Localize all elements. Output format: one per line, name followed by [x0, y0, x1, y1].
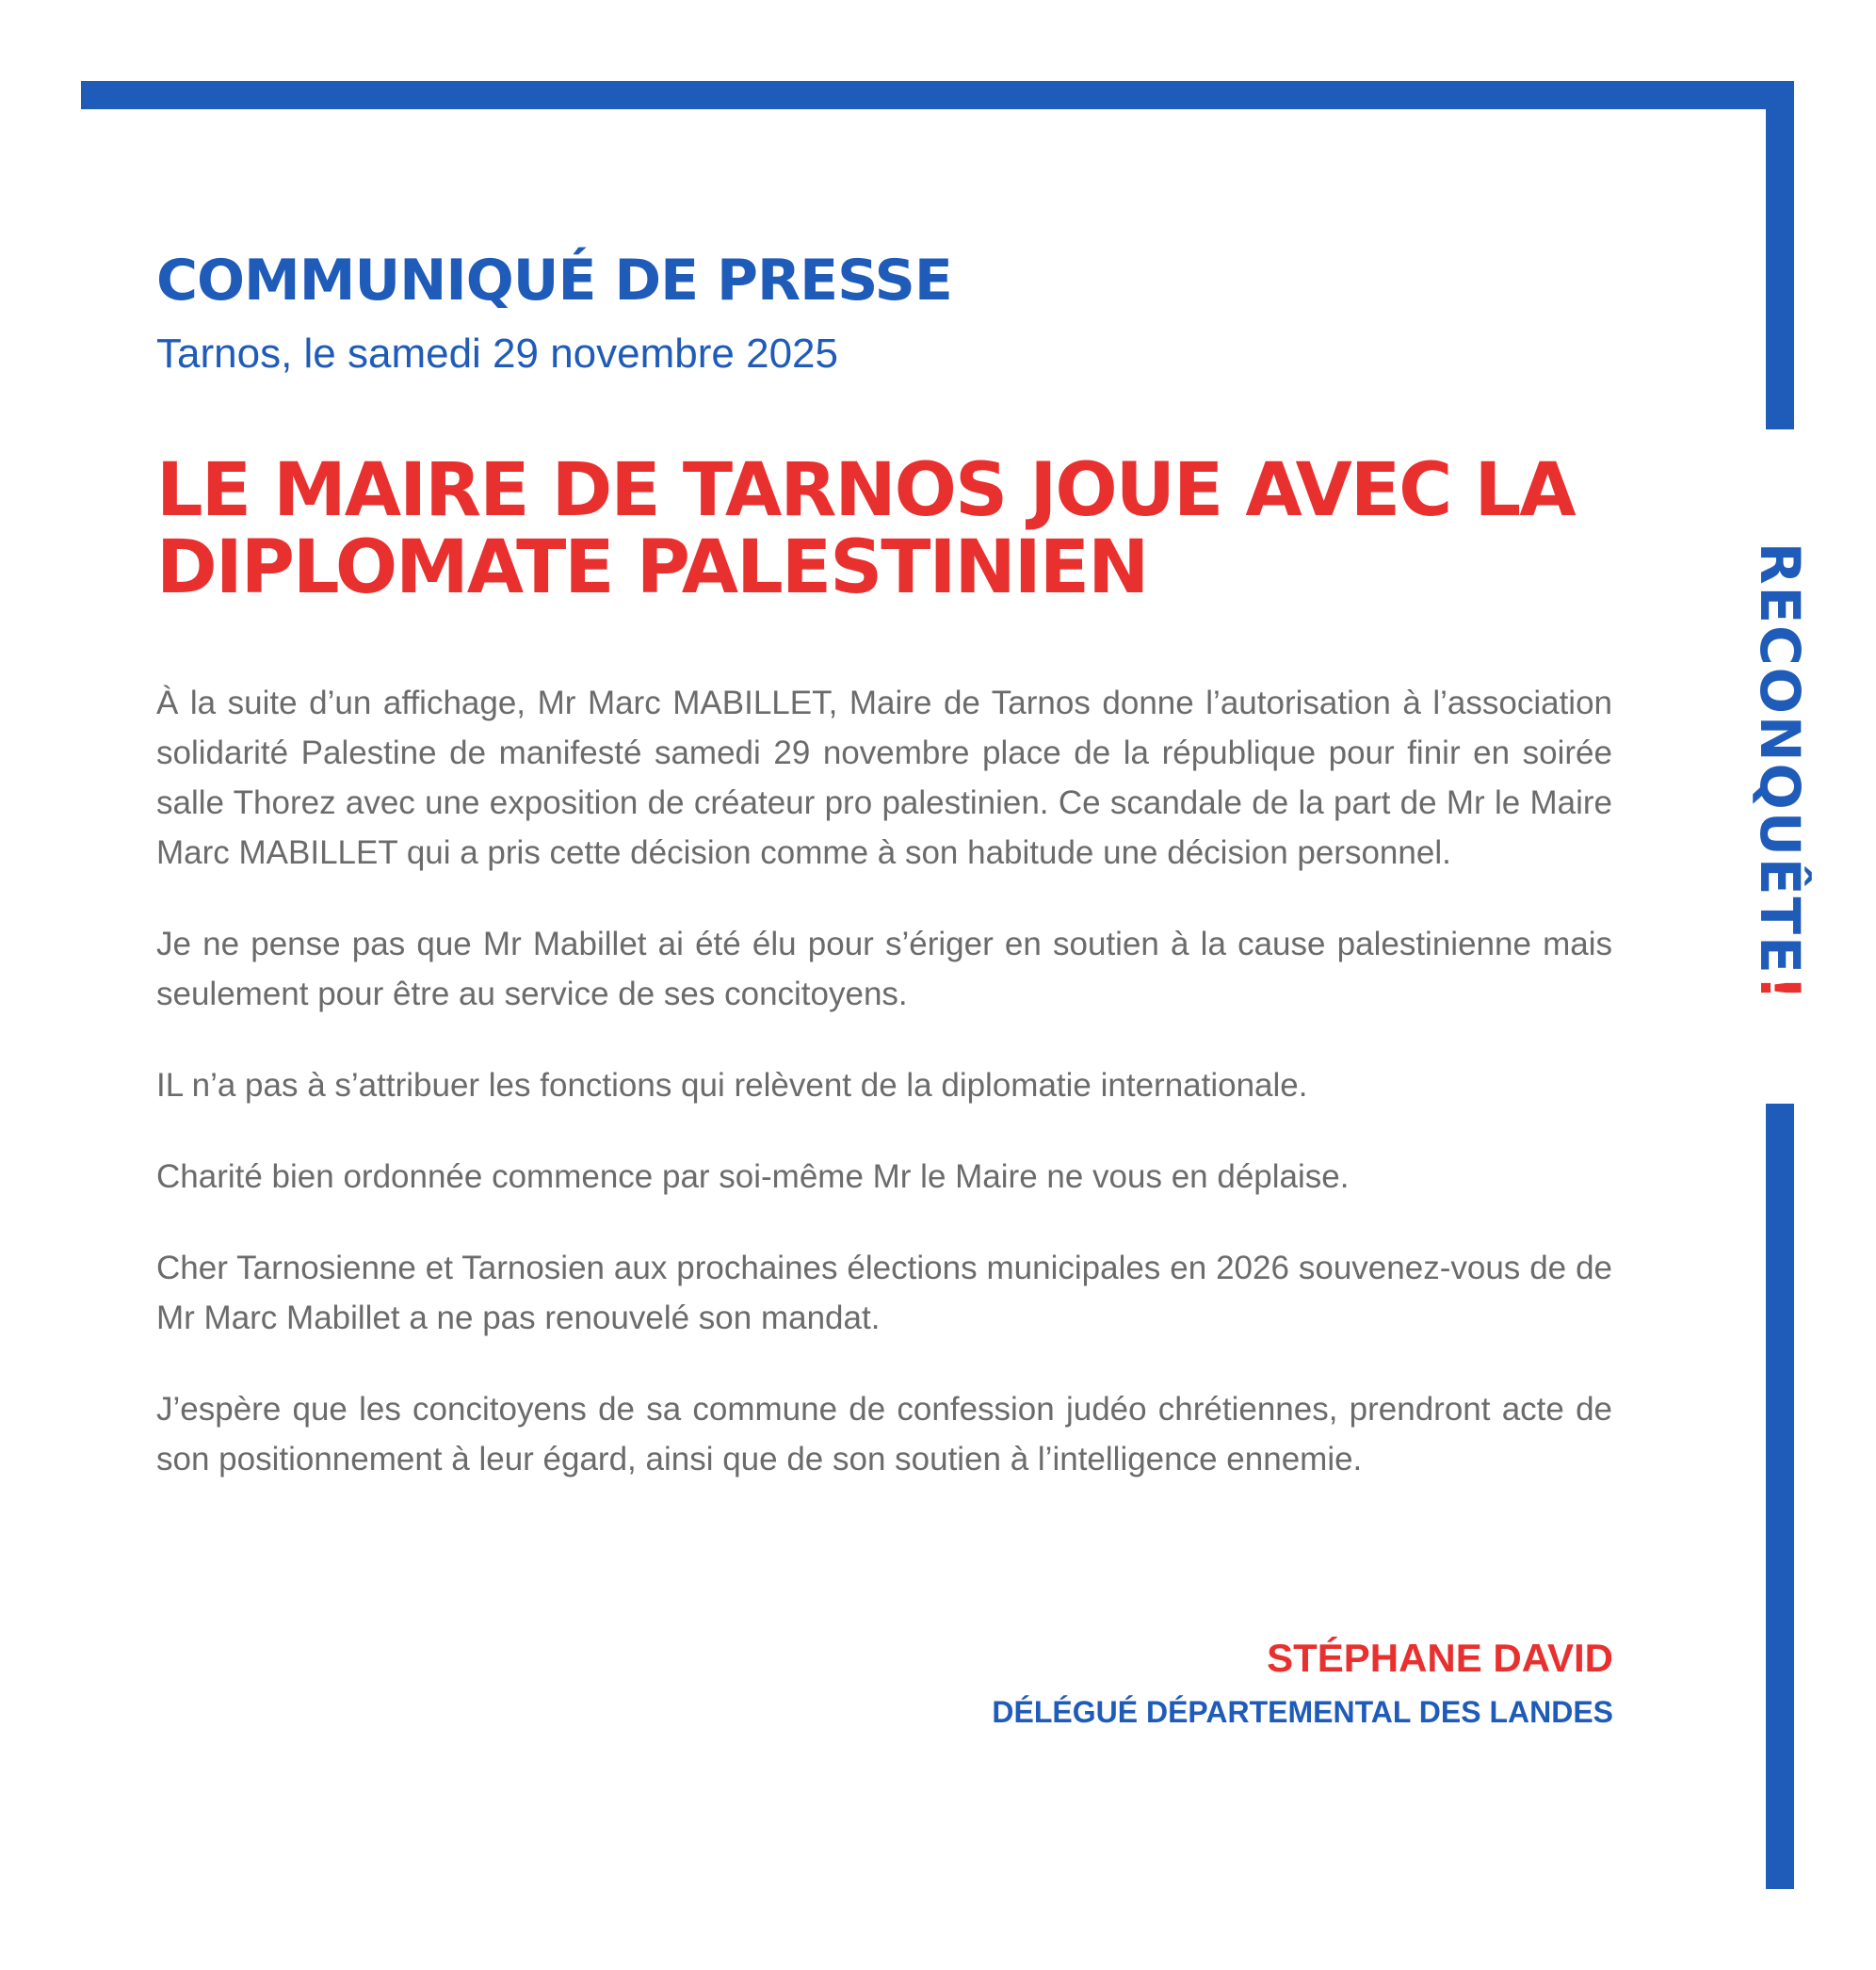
brand-exclamation: !: [1748, 975, 1813, 1003]
body-paragraph: IL n’a pas à s’attribuer les fonctions qui relèvent de la diplomatie internationale.: [156, 1067, 1308, 1104]
signatory-name: STÉPHANE DAVID: [1267, 1636, 1613, 1680]
frame-right-bar-lower: [1766, 1104, 1794, 1889]
brand-wordmark-text: RECONQUÊTE: [1748, 541, 1813, 976]
signature-block: [992, 1636, 1613, 1729]
press-release-date: Tarnos, le samedi 29 novembre 2025: [156, 331, 838, 377]
body-paragraph: Je ne pense pas que Mr Mabillet ai été élu pour s’ériger en soutien à la cause palestinienne mais seulement pour être au service de ses concitoyens.: [156, 926, 1612, 1012]
body-paragraph: J’espère que les concitoyens de sa commune de confession judéo chrétiennes, prendront acte de son positionnement à leur égard, ainsi que de son soutien à l’intelligence ennemie.: [156, 1391, 1612, 1478]
press-release-title: COMMUNIQUÉ DE PRESSE: [156, 248, 952, 314]
frame-top-bar: [81, 81, 1793, 109]
brand-wordmark: [1748, 542, 1812, 1002]
frame-right-bar-upper: [1766, 81, 1794, 429]
headline: [156, 448, 1625, 610]
body-paragraph: Charité bien ordonnée commence par soi-même Mr le Maire ne vous en déplaise.: [156, 1158, 1350, 1195]
body-text: [156, 678, 1612, 1526]
headline-line-2: DIPLOMATE PALESTINIEN: [156, 525, 1148, 610]
brand-logo: [1748, 527, 1813, 1017]
headline-line-1: LE MAIRE DE TARNOS JOUE AVEC LA: [156, 448, 1575, 533]
body-paragraph: À la suite d’un affichage, Mr Marc MABILLET, Maire de Tarnos donne l’autorisation à l’association solidarité Palestine de manifesté samedi 29 novembre place de la république pour finir en soirée salle Thorez avec une exposition de créateur pro palestinien. Ce scandale de la part de Mr le Maire Marc MABILLET qui a pris cette décision comme à son habitude une décision personnel.: [156, 685, 1612, 871]
signatory-role: DÉLÉGUÉ DÉPARTEMENTAL DES LANDES: [992, 1695, 1613, 1729]
body-paragraph: Cher Tarnosienne et Tarnosien aux prochaines élections municipales en 2026 souvenez-vous de de Mr Marc Mabillet a ne pas renouvelé son mandat.: [156, 1250, 1612, 1336]
